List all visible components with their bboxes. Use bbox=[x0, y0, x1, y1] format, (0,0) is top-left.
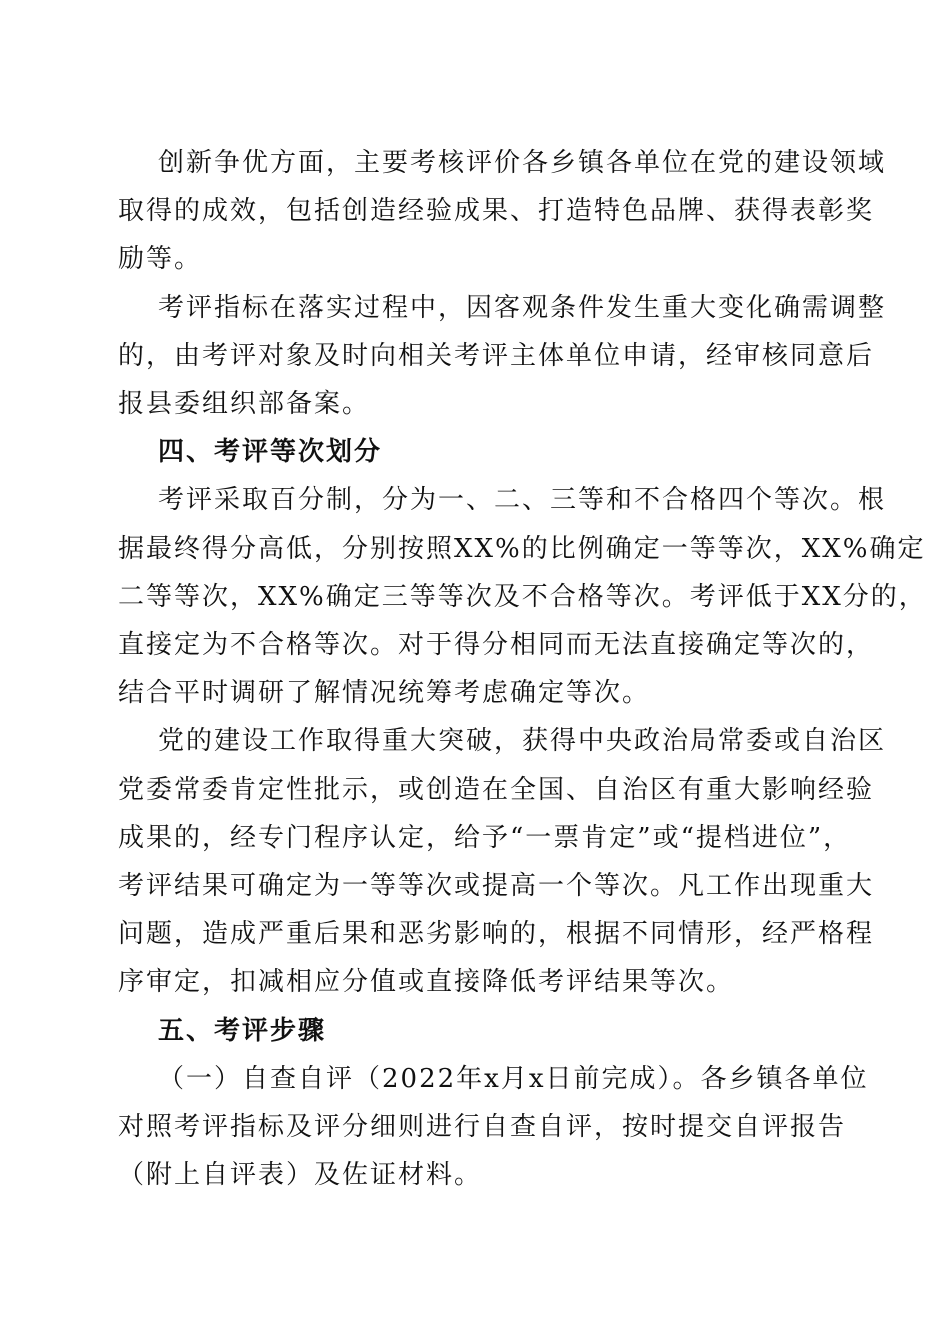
text-line: 党的建设工作取得重大突破，获得中央政治局常委或自治区 bbox=[158, 726, 887, 757]
paragraph-innovation bbox=[118, 139, 887, 284]
paragraph-indicator-adjustment bbox=[118, 284, 887, 429]
text-line: 的，由考评对象及时向相关考评主体单位申请，经审核同意后 bbox=[118, 340, 875, 371]
text-line: 问题，造成严重后果和恶劣影响的，根据不同情形，经严格程 bbox=[118, 919, 875, 950]
text-line: 取得的成效，包括创造经验成果、打造特色品牌、获得表彰奖 bbox=[118, 196, 875, 227]
text-line: 序审定，扣减相应分值或直接降低考评结果等次。 bbox=[118, 967, 735, 998]
text-line: 考评指标在落实过程中，因客观条件发生重大变化确需调整 bbox=[158, 292, 887, 323]
text-line: （附上自评表）及佐证材料。 bbox=[118, 1160, 483, 1191]
text-line: （一）自查自评（2022年x月x日前完成）。各乡镇各单位 bbox=[158, 1063, 869, 1094]
text-line: 成果的，经专门程序认定，给予“一票肯定”或“提档进位”， bbox=[118, 822, 852, 853]
text-line: 直接定为不合格等次。对于得分相同而无法直接确定等次的， bbox=[118, 630, 875, 661]
paragraph-grading-rules bbox=[118, 476, 927, 717]
text-line: 考评结果可确定为一等等次或提高一个等次。凡工作出现重大 bbox=[118, 871, 875, 902]
text-line: 结合平时调研了解情况统筹考虑确定等次。 bbox=[118, 678, 651, 709]
text-line: 报县委组织部备案。 bbox=[118, 389, 371, 420]
text-line: 对照考评指标及评分细则进行自查自评，按时提交自评报告 bbox=[118, 1112, 847, 1143]
document-body bbox=[118, 139, 927, 1199]
text-line: 党委常委肯定性批示，或创造在全国、自治区有重大影响经验 bbox=[118, 774, 875, 805]
section-heading-grading: 四、考评等次划分 bbox=[158, 437, 383, 468]
text-line: 考评采取百分制，分为一、二、三等和不合格四个等次。根 bbox=[158, 485, 887, 516]
section-heading-steps: 五、考评步骤 bbox=[158, 1015, 327, 1046]
text-line: 二等等次，XX%确定三等等次及不合格等次。考评低于XX分的， bbox=[118, 581, 927, 612]
text-line: 创新争优方面，主要考核评价各乡镇各单位在党的建设领域 bbox=[158, 148, 887, 178]
text-line: 励等。 bbox=[118, 244, 203, 275]
text-line: 据最终得分高低，分别按照XX%的比例确定一等等次，XX%确定 bbox=[118, 533, 926, 564]
paragraph-breakthrough bbox=[118, 717, 887, 1006]
paragraph-self-evaluation bbox=[118, 1055, 869, 1200]
